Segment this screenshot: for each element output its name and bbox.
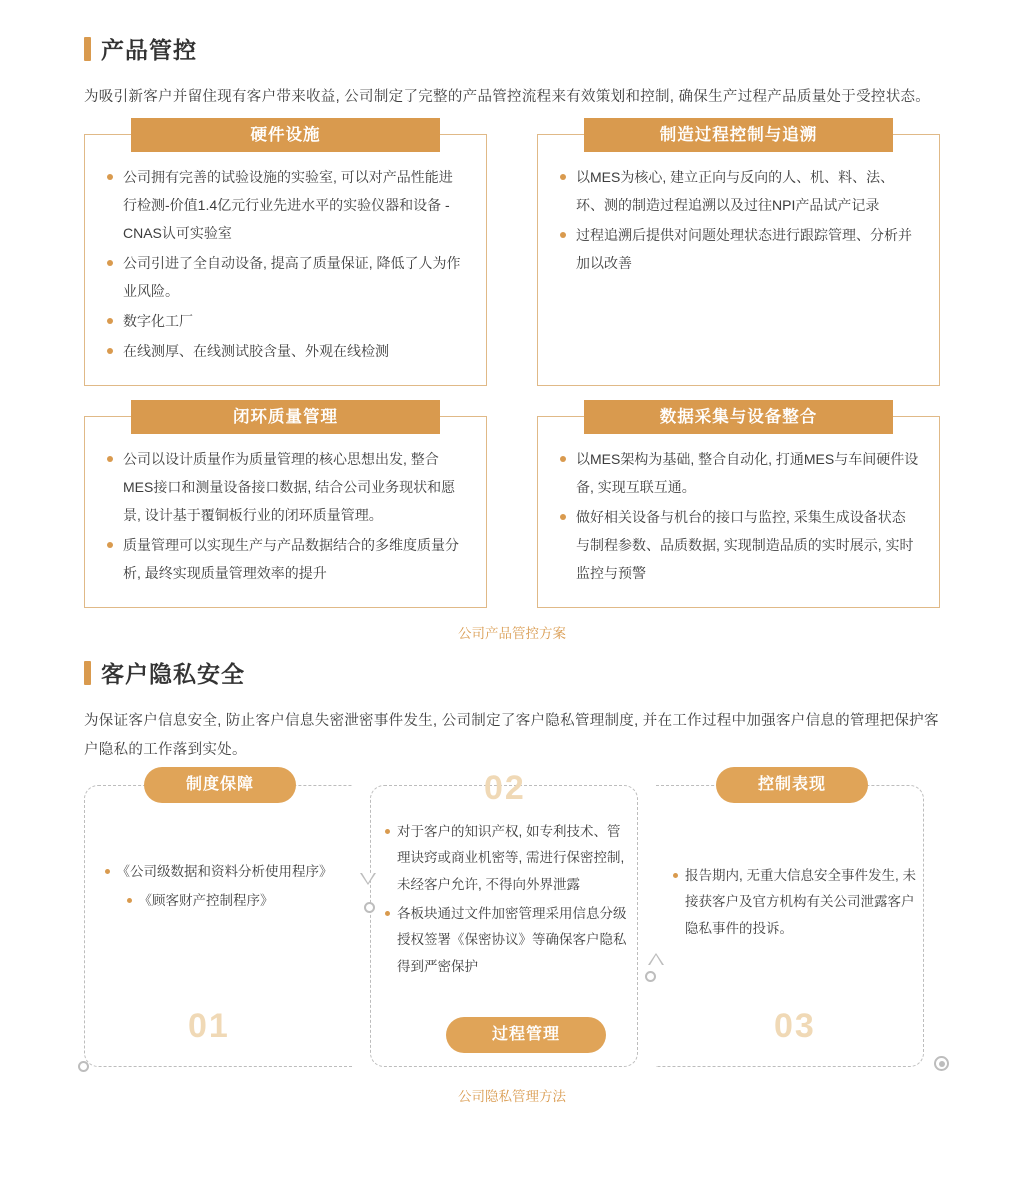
product-control-intro: 为吸引新客户并留住现有客户带来收益, 公司制定了完整的产品管控流程来有效策划和控制, 确保生产过程产品质量处于受控状态。	[84, 89, 931, 105]
card-title: 闭环质量管理	[131, 400, 440, 434]
flow-connector-dot-2	[645, 971, 656, 982]
section-heading-product-control	[84, 32, 1024, 65]
card-body	[538, 163, 939, 297]
list-item: 《顾客财产控制程序》	[126, 888, 333, 914]
card-process-control	[537, 126, 940, 386]
list-item: 以MES架构为基础, 整合自动化, 打通MES与车间硬件设备, 实现互联互通。	[558, 445, 919, 501]
privacy-intro: 为保证客户信息安全, 防止客户信息失密泄密事件发生, 公司制定了客户隐私管理制度, 并在工作过程中加强客户信息的管理把保护客户隐私的工作落到实处。	[84, 713, 939, 758]
card-bullet-list	[558, 163, 919, 277]
privacy-title: 客户隐私安全	[101, 661, 245, 687]
privacy-section	[0, 656, 1024, 1105]
card-bullet-list	[105, 445, 466, 587]
list-item: 对于客户的知识产权, 如专利技术、管理诀窍或商业机密等, 需进行保密控制, 未经客户允许, 不得向外界泄露	[384, 819, 630, 898]
list-item: 《公司级数据和资料分析使用程序》	[104, 859, 333, 885]
privacy-caption: 公司隐私管理方法	[458, 1089, 566, 1104]
page-title: 产品管控	[101, 37, 197, 63]
list-item: 过程追溯后提供对问题处理状态进行跟踪管理、分析并加以改善	[558, 221, 919, 277]
flow-step-2-list	[384, 819, 630, 980]
card-title: 硬件设施	[131, 118, 440, 152]
list-item: 质量管理可以实现生产与产品数据结合的多维度质量分析, 最终实现质量管理效率的提升	[105, 531, 466, 587]
section-heading-privacy	[84, 656, 1024, 689]
card-bullet-list	[105, 163, 466, 365]
privacy-flow-diagram	[84, 769, 940, 1105]
list-item: 公司以设计质量作为质量管理的核心思想出发, 整合MES接口和测量设备接口数据, 结合公司业务现状和愿景, 设计基于覆铜板行业的闭环质量管理。	[105, 445, 466, 529]
card-hardware	[84, 126, 487, 386]
flow-start-dot	[78, 1061, 89, 1072]
flow-arrow-up-inner	[650, 955, 662, 965]
list-item: 各板块通过文件加密管理采用信息分级授权签署《保密协议》等确保客户隐私得到严密保护	[384, 901, 630, 980]
flow-pill-step-1: 制度保障	[144, 767, 296, 803]
flow-pill-step-3: 控制表现	[716, 767, 868, 803]
flow-end-dot	[934, 1056, 949, 1071]
card-closed-loop-quality	[84, 408, 487, 608]
flow-step-1-list	[104, 859, 333, 918]
product-control-card-grid	[84, 126, 940, 608]
heading-accent-bar	[84, 661, 91, 685]
list-item: 报告期内, 无重大信息安全事件发生, 未接获客户及官方机构有关公司泄露客户隐私事件的投诉。	[672, 863, 918, 942]
card-data-acquisition	[537, 408, 940, 608]
flow-pill-step-2: 过程管理	[446, 1017, 606, 1053]
flow-number-01: 01	[188, 1007, 230, 1045]
flow-number-03: 03	[774, 1007, 816, 1045]
card-body	[85, 445, 486, 607]
card-body	[85, 163, 486, 385]
card-bullet-list	[558, 445, 919, 587]
flow-step-3-list	[672, 863, 918, 942]
flow-arrow-down-inner	[362, 873, 374, 883]
flow-step-3-text	[672, 863, 918, 945]
product-control-caption: 公司产品管控方案	[458, 626, 566, 641]
list-item: 公司引进了全自动设备, 提高了质量保证, 降低了人为作业风险。	[105, 249, 466, 305]
flow-step-1-text	[84, 859, 352, 918]
flow-step-2-text	[384, 819, 630, 983]
list-item: 以MES为核心, 建立正向与反向的人、机、料、法、环、测的制造过程追溯以及过往NPI产品试产记录	[558, 163, 919, 219]
flow-number-02: 02	[484, 769, 526, 807]
heading-accent-bar	[84, 37, 91, 61]
flow-connector-dot-1	[364, 902, 375, 913]
list-item: 在线测厚、在线测试胶含量、外观在线检测	[105, 337, 466, 365]
card-title: 数据采集与设备整合	[584, 400, 893, 434]
list-item: 数字化工厂	[105, 307, 466, 335]
list-item: 公司拥有完善的试验设施的实验室, 可以对产品性能进行检测-价值1.4亿元行业先进水平的实验仪器和设备 -CNAS认可实验室	[105, 163, 466, 247]
list-item: 做好相关设备与机台的接口与监控, 采集生成设备状态与制程参数、品质数据, 实现制造品质的实时展示, 实时监控与预警	[558, 503, 919, 587]
card-body	[538, 445, 939, 607]
card-title: 制造过程控制与追溯	[584, 118, 893, 152]
